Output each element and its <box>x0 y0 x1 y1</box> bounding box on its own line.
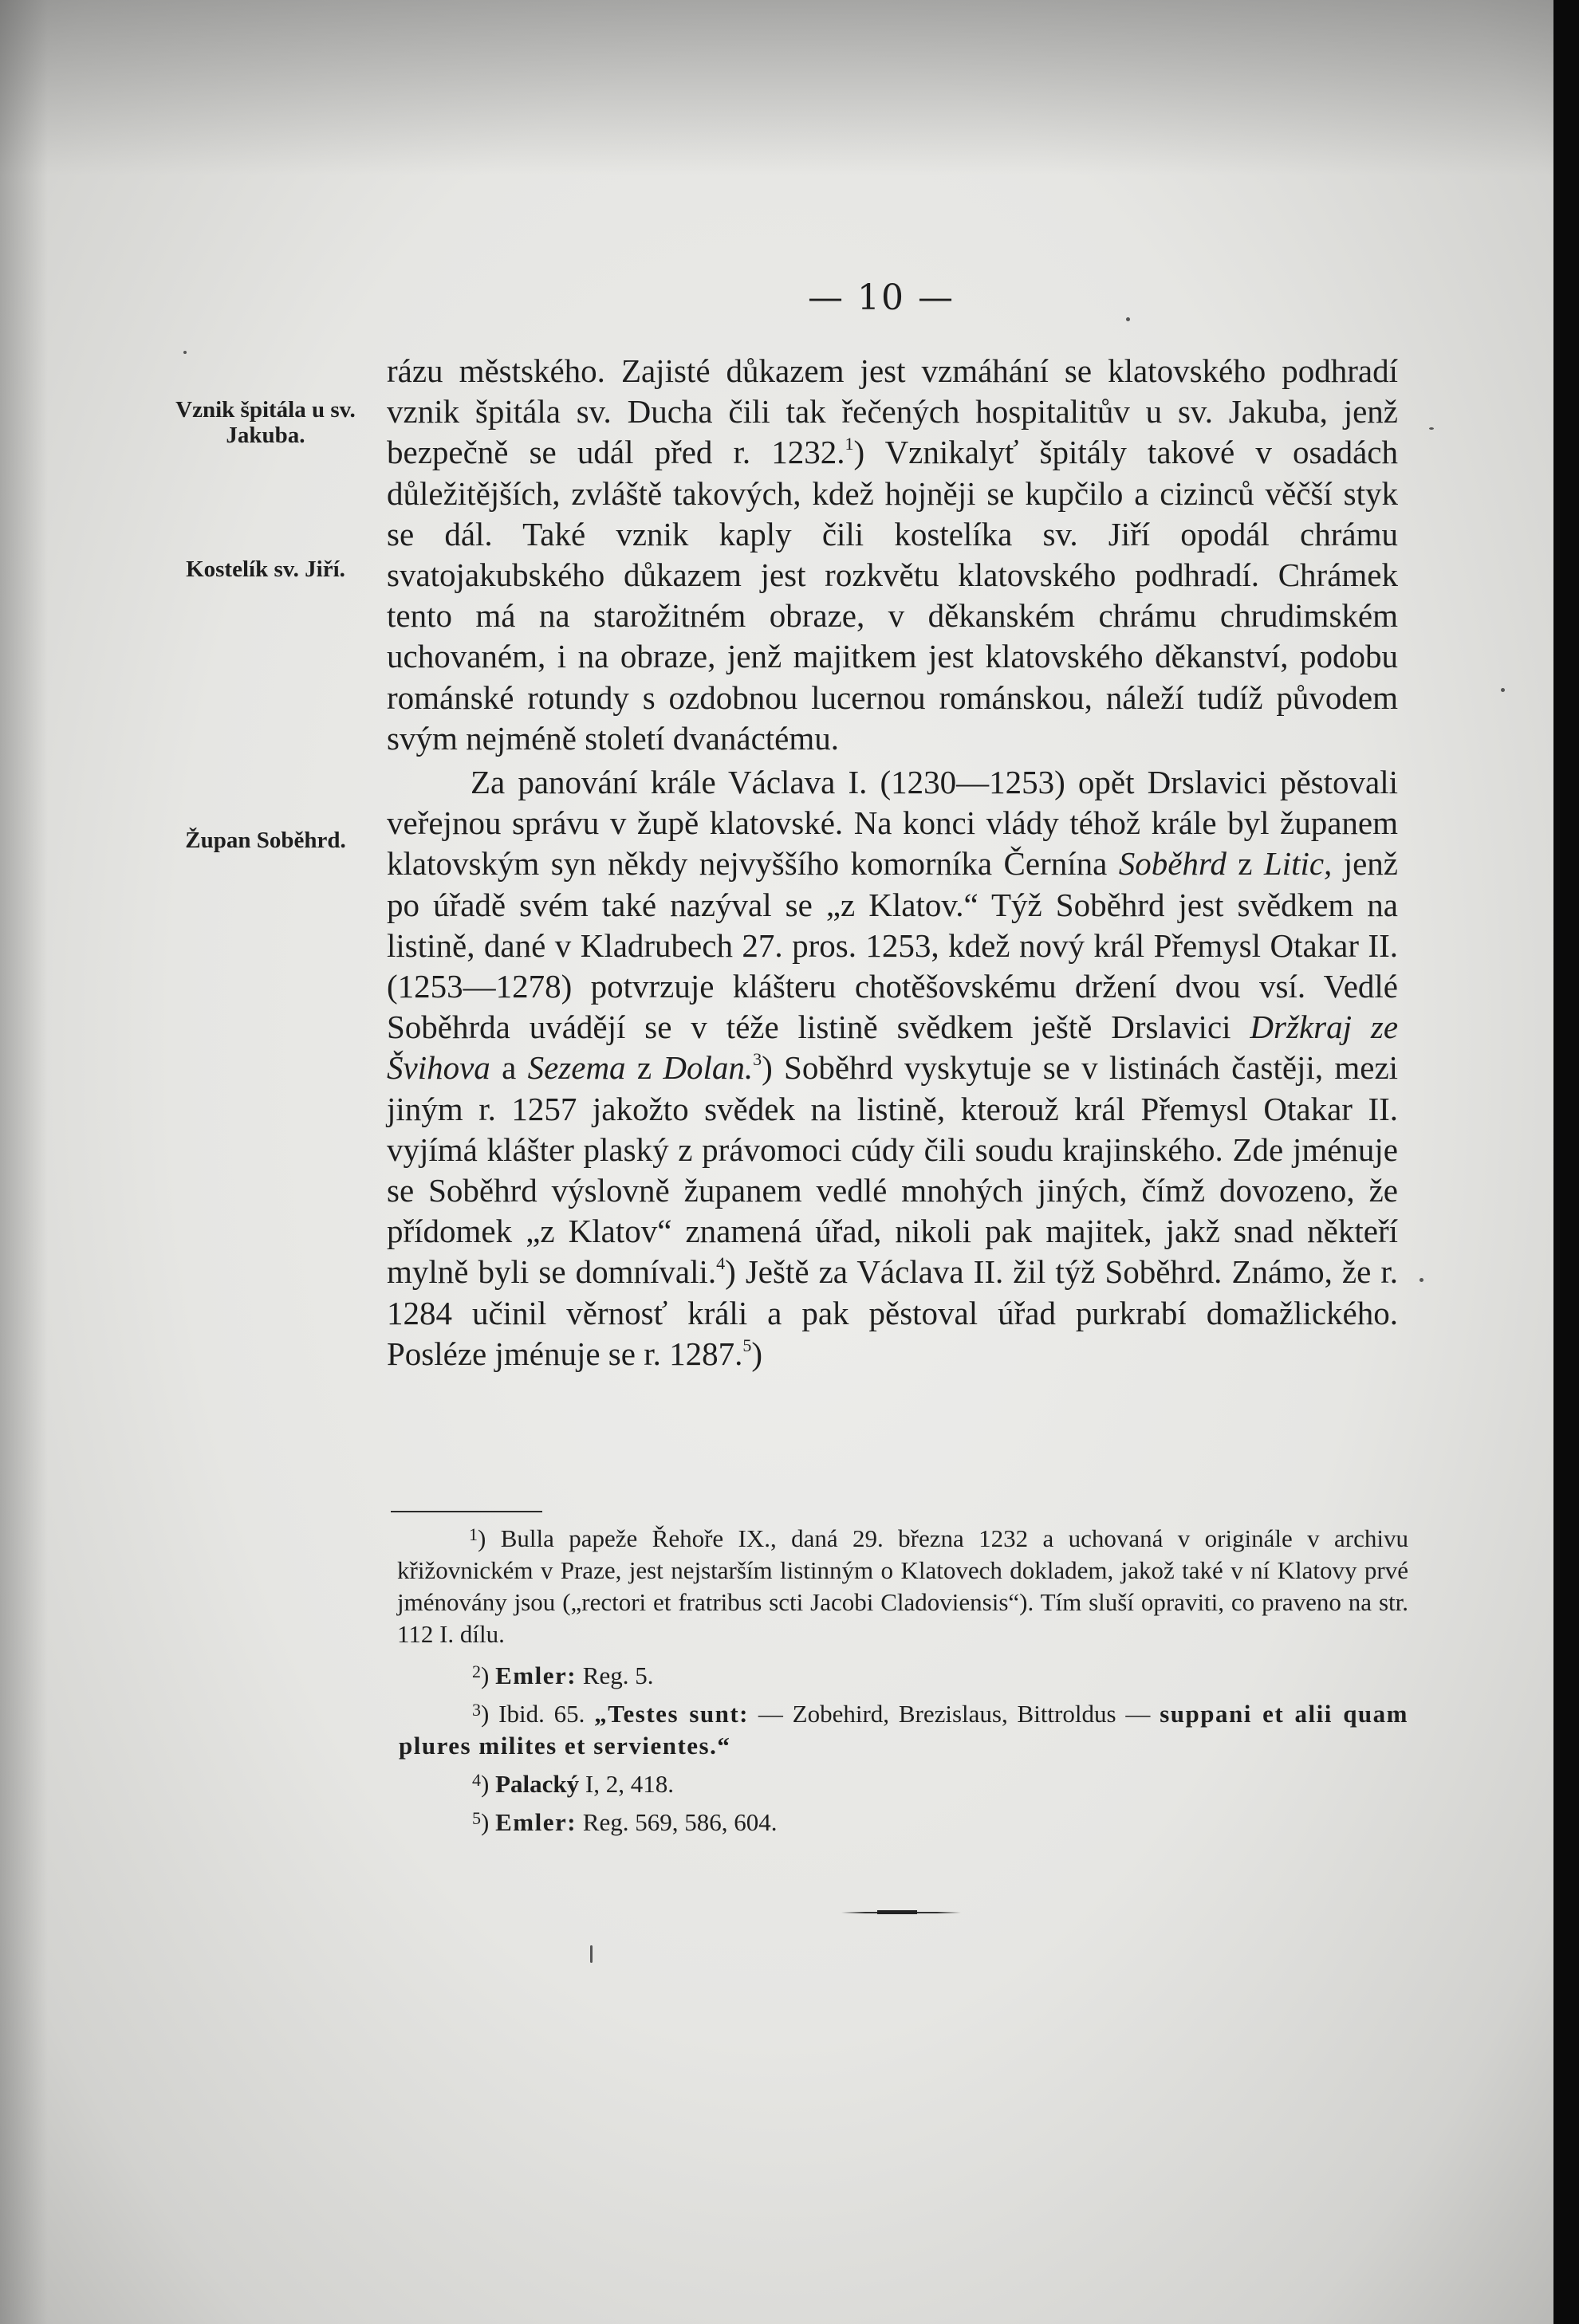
end-ornament <box>877 1910 917 1914</box>
scan-border-right <box>1553 0 1579 2324</box>
footnote-divider <box>391 1511 542 1512</box>
main-text <box>387 351 1398 1374</box>
paragraph-2: Za panování krále Václava I. (1230—1253) opět Drslavici pěstovali veřejnou správu v župě klatovské. Na konci vlády téhož krále byl županem klatovským syn někdy nejvyššího komorníka Černína Soběhrd z Litic, jenž po úřadě svém také nazýval se „z Klatov.“ Týž Soběhrd jest svědkem na listině, dané v Kladrubech 27. pros. 1253, kdež nový král Přemysl Otakar II. (1253—1278) potvrzuje klášteru chotěšovskému držení dvou vsí. Vedlé Soběhrda uvádějí se v téže listině svědkem ještě Drslavici Držkraj ze Švihova a Sezema z Dolan.$^3$) Soběhrd vyskytuje se v listinách častěji, mezi jiným r. 1257 jakožto svědek na listině, kterouž král Přemysl Otakar II. vyjímá klášter plaský z právomoci cúdy čili soudu krajinského. Zde jménuje se Soběhrd výslovně županem vedlé mnohých jiných, čímž dovozeno, že přídomek „z Klatov“ znamená úřad, nikoli pak majitek, jakž snad někteří mylně byli se domnívali.$^4$) Ještě za Václava II. žil týž Soběhrd. Známo, že r. 1284 učinil věrnosť králi a pak pěstoval úřad purkrabí domažlického. Posléze jménuje se r. 1287.$^5$) <box>387 764 1399 1372</box>
footnote-ref-4[interactable]: 4 <box>716 1253 726 1274</box>
scan-shadow-top <box>0 0 1553 175</box>
margin-note-zupan: Župan Soběhrd. <box>185 828 346 853</box>
scan-speck <box>1501 688 1505 692</box>
scan-speck <box>183 351 187 354</box>
page-number: — 10 — <box>808 277 955 318</box>
footnotes <box>399 1523 1408 1845</box>
scan-speck <box>1126 317 1130 321</box>
scan-speck <box>1420 1278 1423 1282</box>
scan-speck <box>590 1945 593 1963</box>
footnote-ref-5[interactable]: 5 <box>742 1335 752 1355</box>
footnote-4: $^4$) Palacký I, 2, 418. <box>472 1770 674 1798</box>
footnote-5: $^5$) Emler: Reg. 569, 586, 604. <box>472 1808 778 1836</box>
scan-shadow-left <box>0 0 48 2324</box>
footnote-ref-1[interactable]: 1 <box>845 434 854 454</box>
footnote-ref-3[interactable]: 3 <box>753 1049 762 1070</box>
footnote-1: $^1$) Bulla papeže Řehoře IX., daná 29. března 1232 a uchovaná v originále v archivu křižovnickém v Praze, jest nejstarším listinným o Klatovech dokladem, jakož také v ní Klatovy prvé jménovány jsou („rectori et fratribus scti Jacobi Cladoviensis“). Tím sluší opraviti, co praveno na str. 112 I. dílu. <box>397 1524 1408 1648</box>
footnote-2: $^2$) Emler: Reg. 5. <box>472 1661 654 1689</box>
scan-speck <box>1429 427 1434 430</box>
margin-note-hospital: Vznik špitála u sv. Jakuba. <box>175 397 356 448</box>
margin-note-church: Kostelík sv. Jiří. <box>186 556 345 582</box>
footnote-3: $^3$) Ibid. 65. „Testes sunt: — Zobehird, Brezislaus, Bittroldus — suppani et alii quam plures milites et servientes.“ <box>399 1700 1408 1760</box>
paragraph-1: rázu městského. Zajisté důkazem jest vzmáhání se klatovského podhradí vznik špitála sv. Ducha čili tak řečených hospitalitův u sv. Jakuba, jenž bezpečně se udál před r. 1232.$^1$) Vznikalyť špitály takové v osadách důležitějších, zvláště takových, kdež hojněji se kupčilo a cizinců věčší styk se dál. Také vznik kaply čili kostelíka sv. Jiří opodál chrámu svatojakubského důkazem jest rozkvětu klatovského podhradí. Chrámek tento má na starožitném obraze, v děkanském chrámu chrudimském uchovaném, i na obraze, jenž majitkem jest klatovského děkanství, podobu románské rotundy s ozdobnou lucernou románskou, náleží tudíž původem svým nejméně století dvanáctému. <box>387 352 1398 757</box>
